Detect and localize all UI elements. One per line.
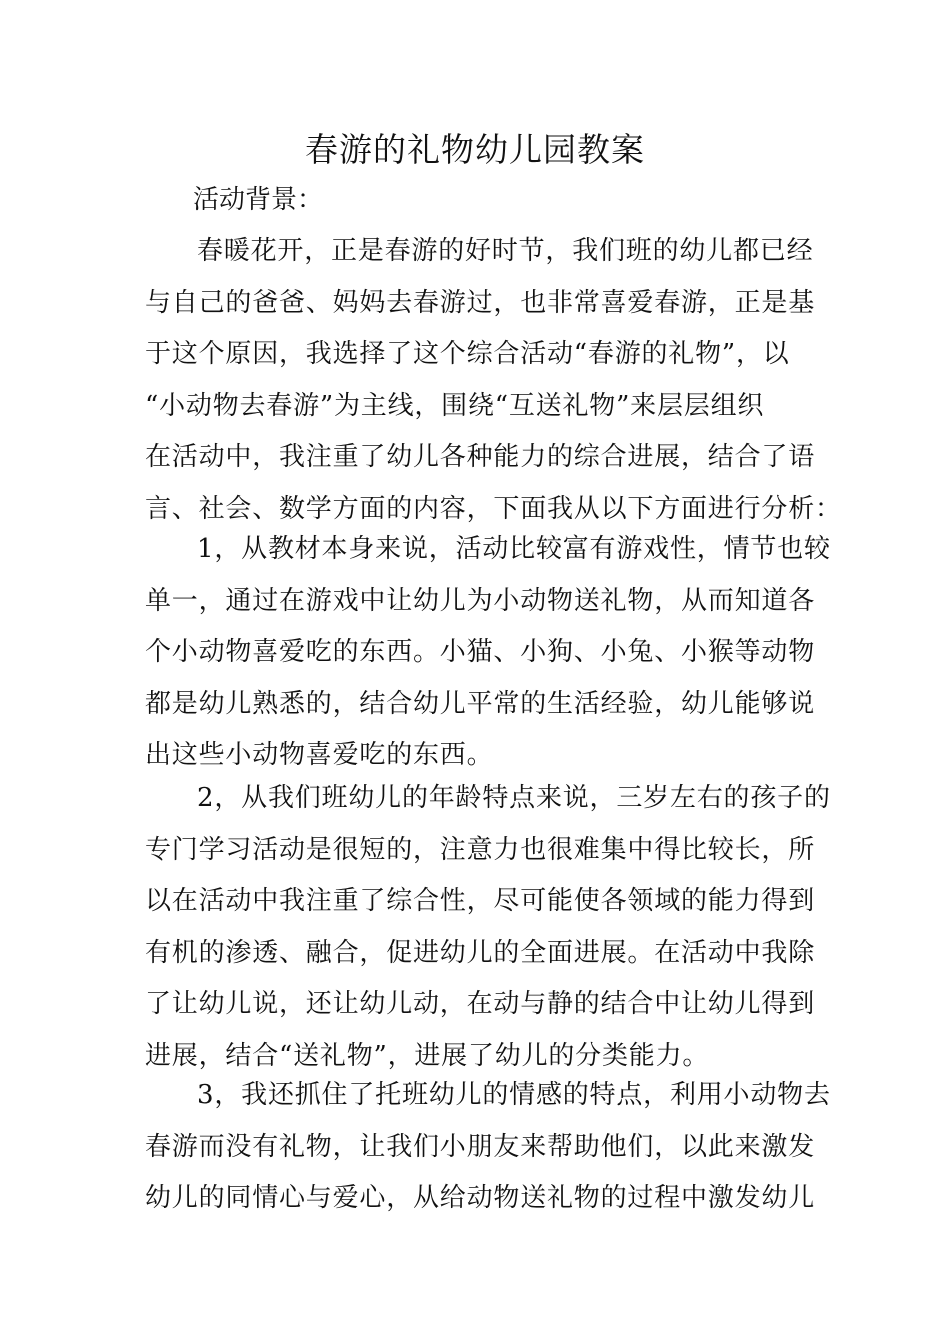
paragraph-line: 于这个原因，我选择了这个综合活动“春游的礼物”，以 <box>145 339 790 369</box>
paragraph-line: 单一，通过在游戏中让幼儿为小动物送礼物，从而知道各 <box>145 585 816 616</box>
paragraph-line: 进展，结合“送礼物”，进展了幼儿的分类能力。 <box>145 1040 710 1071</box>
paragraph-line: 2，从我们班幼儿的年龄特点来说，三岁左右的孩子的 <box>197 783 831 813</box>
paragraph-line: 春暖花开，正是春游的好时节，我们班的幼儿都已经 <box>197 236 814 266</box>
paragraph-line: 有机的渗透、融合，促进幼儿的全面进展。在活动中我除 <box>145 937 816 968</box>
paragraph-line: 春游而没有礼物，让我们小朋友来帮助他们，以此来激发 <box>145 1131 816 1162</box>
paragraph-background <box>145 226 842 535</box>
paragraph-line: 以在活动中我注重了综合性，尽可能使各领域的能力得到 <box>145 886 816 916</box>
paragraph-line: “小动物去春游”为主线，围绕“互送礼物”来层层组织 <box>145 390 765 421</box>
section-heading: 活动背景： <box>193 185 324 215</box>
paragraph-line: 个小动物喜爱吃的东西。小猫、小狗、小兔、小猴等动物 <box>145 637 816 667</box>
paragraph-line: 在活动中，我注重了幼儿各种能力的综合进展，结合了语 <box>145 442 816 472</box>
paragraph-line: 专门学习活动是很短的，注意力也很难集中得比较长，所 <box>145 834 816 865</box>
paragraph-line: 3，我还抓住了托班幼儿的情感的特点，利用小动物去 <box>197 1080 831 1110</box>
paragraph-line: 言、社会、数学方面的内容，下面我从以下方面进行分析： <box>145 493 842 524</box>
paragraph-line: 了让幼儿说，还让幼儿动，在动与静的结合中让幼儿得到 <box>145 989 816 1019</box>
paragraph-line: 1，从教材本身来说，活动比较富有游戏性，情节也较 <box>197 534 831 564</box>
paragraph-line: 出这些小动物喜爱吃的东西。 <box>145 740 494 770</box>
paragraph-point-2 <box>145 773 831 1082</box>
paragraph-line: 幼儿的同情心与爱心，从给动物送礼物的过程中激发幼儿 <box>145 1183 816 1213</box>
document-title: 春游的礼物幼儿园教案 <box>305 130 645 169</box>
paragraph-line: 与自己的爸爸、妈妈去春游过，也非常喜爱春游，正是基 <box>145 287 816 318</box>
paragraph-point-1 <box>145 524 831 782</box>
paragraph-point-3 <box>145 1070 831 1225</box>
paragraph-line: 都是幼儿熟悉的，结合幼儿平常的生活经验，幼儿能够说 <box>145 688 816 719</box>
